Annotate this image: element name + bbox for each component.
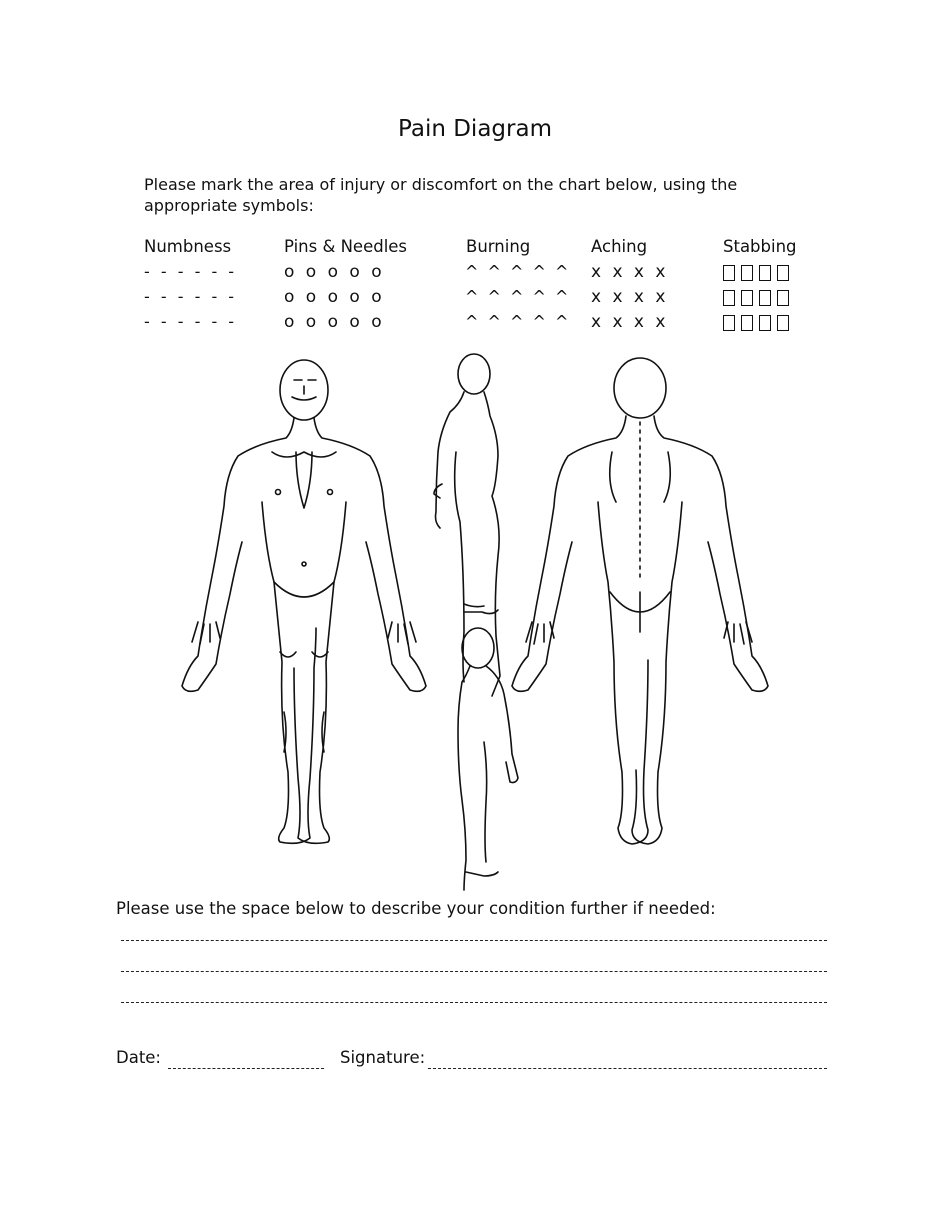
legend-header-burning: Burning bbox=[466, 237, 531, 256]
description-line-2[interactable] bbox=[121, 971, 827, 972]
burning-symbols: ^ ^ ^ ^ ^ bbox=[465, 287, 571, 306]
date-field[interactable] bbox=[168, 1068, 324, 1069]
instructions-text: Please mark the area of injury or discomfort on the chart below, using the appropriate symbols: bbox=[144, 175, 738, 215]
front-body-figure[interactable] bbox=[182, 360, 426, 843]
numbness-symbols: - - - - - - bbox=[144, 262, 238, 281]
numbness-symbols: - - - - - - bbox=[144, 312, 238, 331]
stab-box-icon bbox=[777, 315, 789, 331]
page-title: Pain Diagram bbox=[398, 116, 552, 142]
description-line-1[interactable] bbox=[121, 940, 827, 941]
back-body-figure[interactable] bbox=[512, 358, 768, 844]
signature-field[interactable] bbox=[428, 1068, 827, 1069]
stab-box-icon bbox=[759, 315, 771, 331]
stab-box-icon bbox=[741, 265, 753, 281]
stab-box-icon bbox=[777, 265, 789, 281]
stab-box-icon bbox=[741, 315, 753, 331]
pins-needles-symbols: o o o o o bbox=[284, 287, 385, 307]
stab-box-icon bbox=[723, 290, 735, 306]
stab-box-icon bbox=[741, 290, 753, 306]
legend-header-stabbing: Stabbing bbox=[723, 237, 797, 256]
legend-header-aching: Aching bbox=[591, 237, 648, 256]
body-diagram[interactable] bbox=[180, 352, 780, 892]
stab-box-icon bbox=[723, 315, 735, 331]
legend-header-numbness: Numbness bbox=[144, 237, 232, 256]
aching-symbols: x x x x bbox=[591, 262, 669, 282]
burning-symbols: ^ ^ ^ ^ ^ bbox=[465, 262, 571, 281]
date-label: Date: bbox=[116, 1048, 161, 1067]
signature-label: Signature: bbox=[340, 1048, 426, 1067]
describe-prompt: Please use the space below to describe your condition further if needed: bbox=[116, 899, 716, 918]
legend-header-pins-needles: Pins & Needles bbox=[284, 237, 408, 256]
stab-box-icon bbox=[759, 290, 771, 306]
aching-symbols: x x x x bbox=[591, 312, 669, 332]
pins-needles-symbols: o o o o o bbox=[284, 312, 385, 332]
burning-symbols: ^ ^ ^ ^ ^ bbox=[465, 312, 571, 331]
numbness-symbols: - - - - - - bbox=[144, 287, 238, 306]
description-line-3[interactable] bbox=[121, 1002, 827, 1003]
stabbing-symbols bbox=[723, 289, 795, 308]
stab-box-icon bbox=[777, 290, 789, 306]
pins-needles-symbols: o o o o o bbox=[284, 262, 385, 282]
stabbing-symbols bbox=[723, 264, 795, 283]
aching-symbols: x x x x bbox=[591, 287, 669, 307]
side-body-figure-top[interactable] bbox=[434, 354, 500, 696]
stab-box-icon bbox=[759, 265, 771, 281]
stab-box-icon bbox=[723, 265, 735, 281]
side-body-figure-bottom[interactable] bbox=[458, 628, 518, 890]
stabbing-symbols bbox=[723, 314, 795, 333]
